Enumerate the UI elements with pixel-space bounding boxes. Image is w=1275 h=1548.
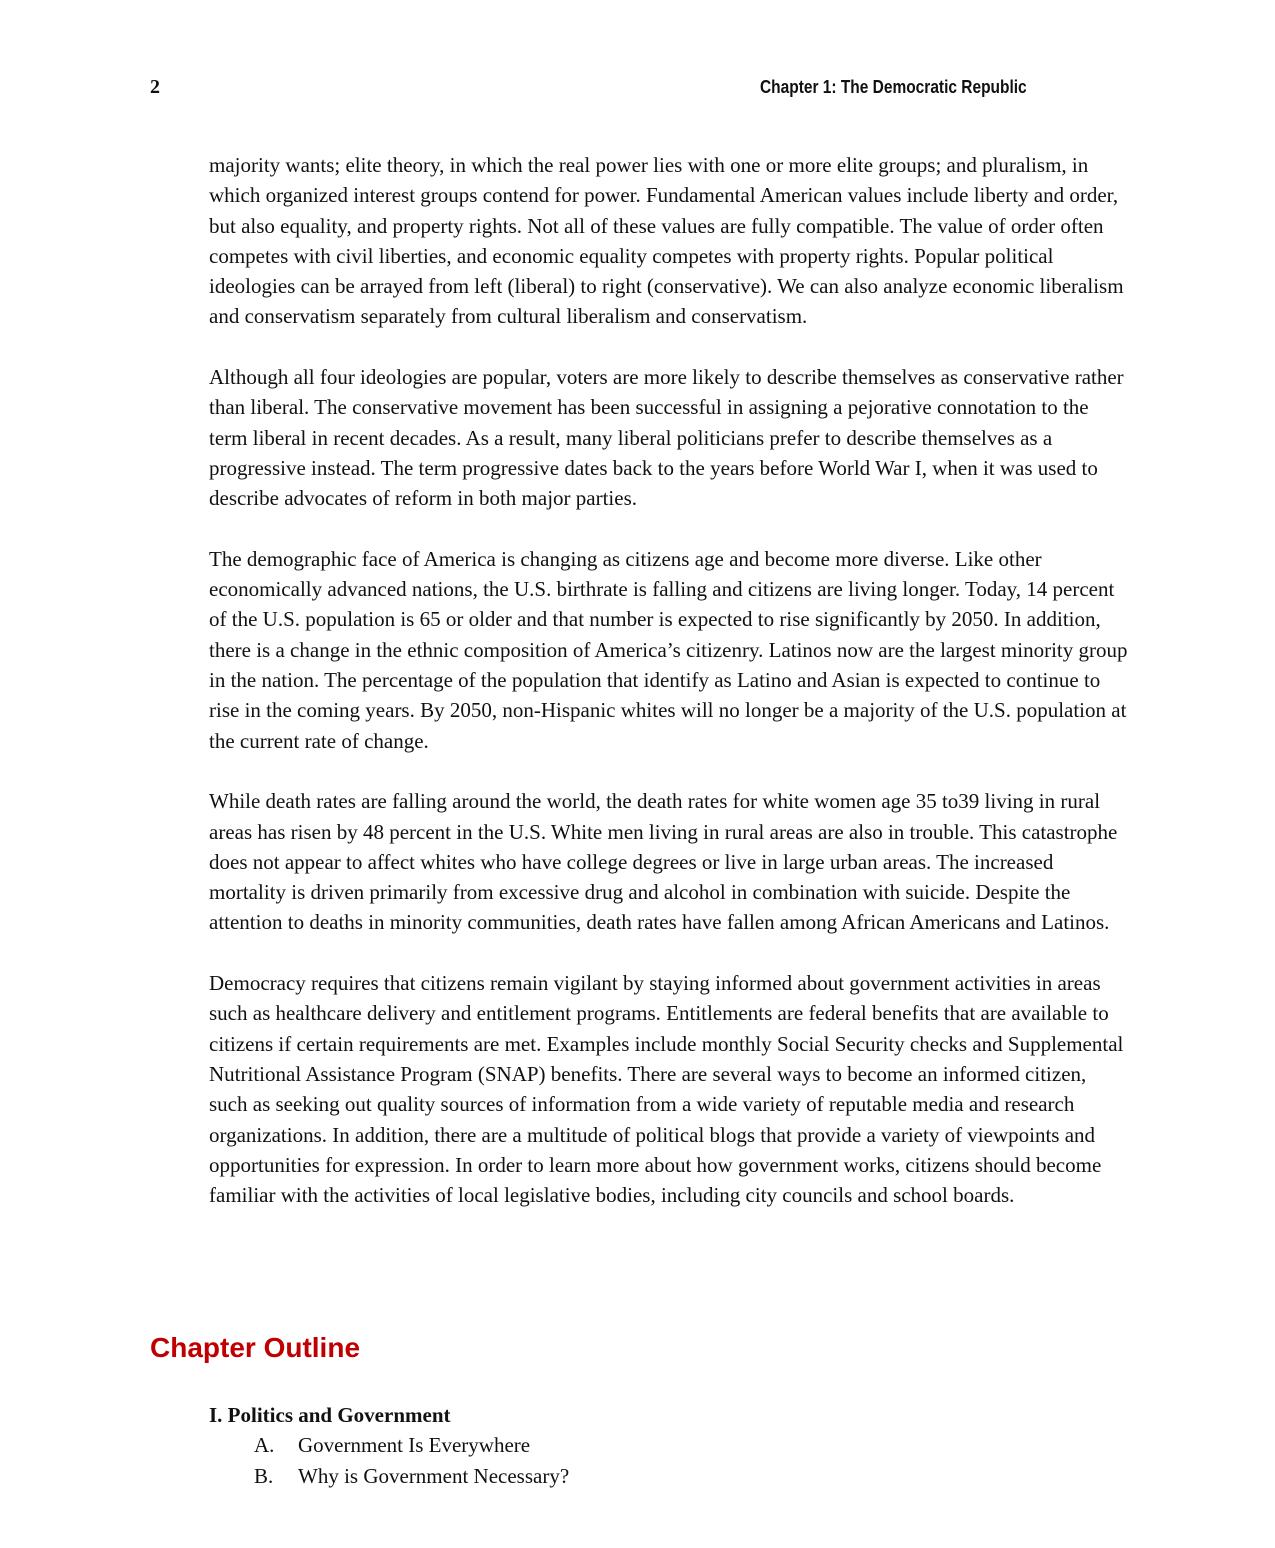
paragraph: Democracy requires that citizens remain vigilant by staying informed about government activities in areas such as healthcare delivery and entitlement programs. Entitlements are federal benefits that are available to citizens if certain requirements are met. Examples include monthly Social Security checks and Supplemental Nutritional Assistance Program (SNAP) benefits. There are several ways to become an informed citizen, such as seeking out quality sources of information from a wide variety of reputable media and research organizations. In addition, there are a multitude of political blogs that provide a variety of viewpoints and opportunities for expression. In order to learn more about how government works, citizens should become familiar with the activities of local legislative bodies, including city councils and school boards. [209,971,1124,1208]
section-heading: Chapter Outline [150,1332,361,1363]
body-text [209,150,1129,1210]
chapter-outline [209,1400,1109,1491]
paragraph: While death rates are falling around the world, the death rates for white women age 35 to39 living in rural areas has risen by 48 percent in the U.S. White men living in rural areas are also in trouble. This catastrophe does not appear to affect whites who have college degrees or live in large urban areas. The increased mortality is driven primarily from excessive drug and alcohol in combination with suicide. Despite the attention to deaths in minority communities, death rates have fallen among African Americans and Latinos. [209,789,1118,935]
outline-list [209,1430,1109,1491]
paragraph: majority wants; elite theory, in which the real power lies with one or more elite groups; and pluralism, in which organized interest groups contend for power. Fundamental American values include liberty and order, but also equality, and property rights. Not all of these values are fully compatible. The value of order often competes with civil liberties, and economic equality competes with property rights. Popular political ideologies can be arrayed from left (liberal) to right (conservative). We can also analyze economic liberalism and conservatism separately from cultural liberalism and conservatism. [209,153,1124,329]
outline-item-text: Government Is Everywhere [298,1433,531,1458]
outline-heading: I. Politics and Government [209,1403,451,1427]
outline-item [209,1461,1109,1491]
outline-item [209,1430,1109,1460]
running-header: Chapter 1: The Democratic Republic [760,77,1027,97]
page-number: 2 [150,76,160,98]
outline-marker: A. [254,1433,275,1458]
outline-marker: B. [254,1463,274,1488]
paragraph: Although all four ideologies are popular, voters are more likely to describe themselves as conservative rather than liberal. The conservative movement has been successful in assigning a pejorative connotation to the term liberal in recent decades. As a result, many liberal politicians prefer to describe themselves as a progressive instead. The term progressive dates back to the years before World War I, when it was used to describe advocates of reform in both major parties. [209,365,1124,511]
paragraph: The demographic face of America is changing as citizens age and become more diverse. Like other economically advanced nations, the U.S. birthrate is falling and citizens are living longer. Today, 14 percent of the U.S. population is 65 or older and that number is expected to rise significantly by 2050. In addition, there is a change in the ethnic composition of America’s citizenry. Latinos now are the largest minority group in the nation. The percentage of the population that identify as Latino and Asian is expected to continue to rise in the coming years. By 2050, non-Hispanic whites will no longer be a majority of the U.S. population at the current rate of change. [209,546,1128,753]
outline-item-text: Why is Government Necessary? [298,1463,570,1488]
